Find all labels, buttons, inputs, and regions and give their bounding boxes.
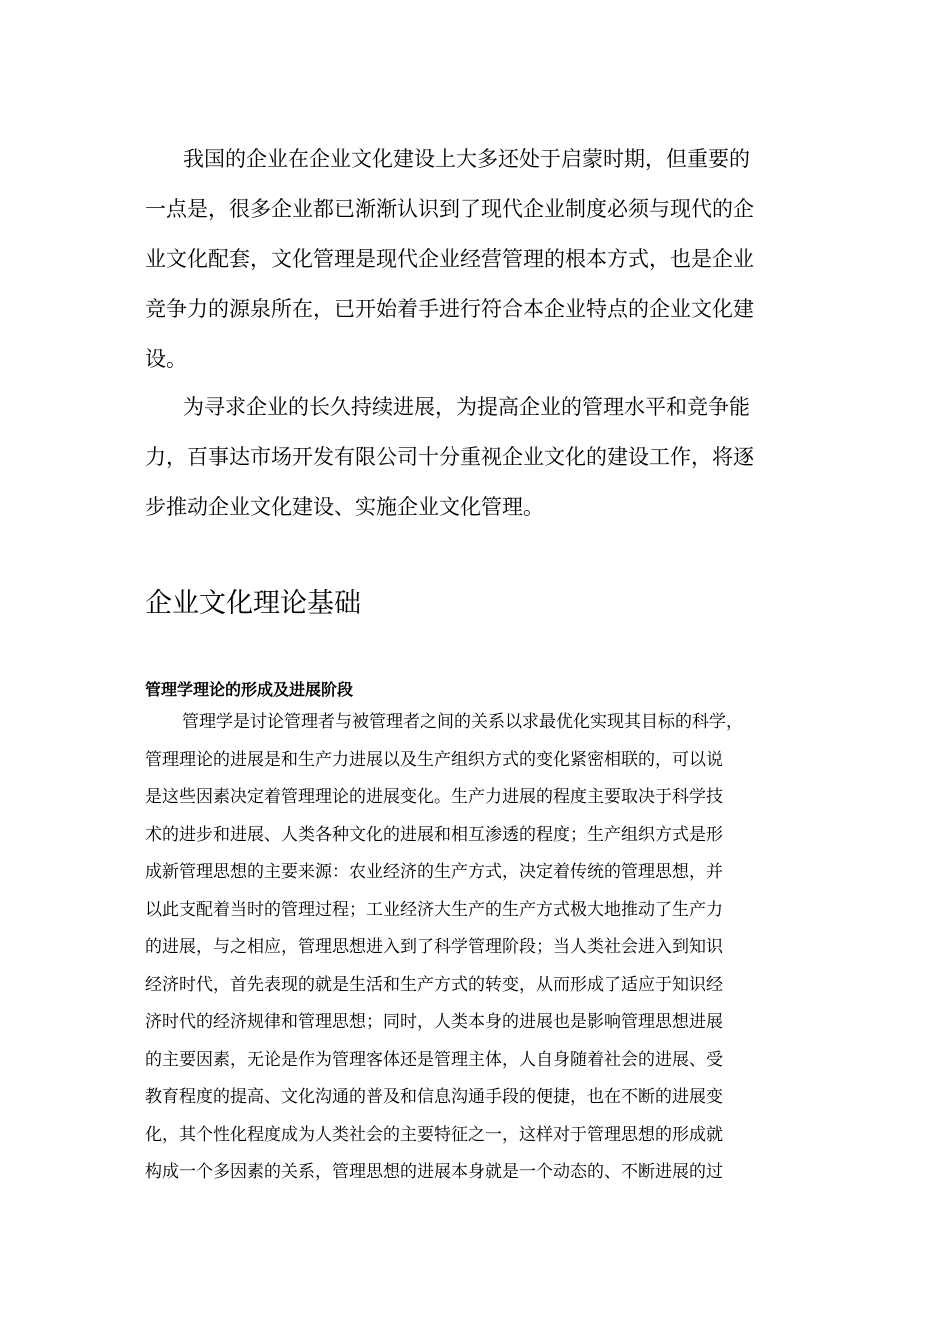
subsection-heading: 管理学理论的形成及进展阶段 <box>145 680 354 699</box>
paragraph-line: 步推动企业文化建设、实施企业文化管理。 <box>145 495 544 519</box>
paragraph-line: 术的进步和进展、人类各种文化的进展和相互渗透的程度；生产组织方式是形 <box>145 824 723 845</box>
intro-paragraph-2 <box>145 382 813 532</box>
paragraph-line: 的进展，与之相应，管理思想进入到了科学管理阶段；当人类社会进入到知识 <box>145 937 723 957</box>
intro-paragraph-1 <box>145 134 813 384</box>
paragraph-line: 为寻求企业的长久持续进展，为提高企业的管理水平和竞争能 <box>183 395 750 419</box>
paragraph-line: 管理理论的进展是和生产力进展以及生产组织方式的变化紧密相联的，可以说 <box>145 749 723 770</box>
paragraph-line: 化，其个性化程度成为人类社会的主要特征之一，这样对于管理思想的形成就 <box>145 1124 723 1145</box>
paragraph-line: 是这些因素决定着管理理论的进展变化。生产力进展的程度主要取决于科学技 <box>145 787 723 807</box>
paragraph-line: 成新管理思想的主要来源：农业经济的生产方式，决定着传统的管理思想，并 <box>145 862 723 882</box>
paragraph-line: 济时代的经济规律和管理思想；同时，人类本身的进展也是影响管理思想进展 <box>145 1012 723 1032</box>
paragraph-line: 力，百事达市场开发有限公司十分重视企业文化的建设工作，将逐 <box>145 445 754 469</box>
paragraph-line: 竞争力的源泉所在，已开始着手进行符合本企业特点的企业文化建 <box>145 297 754 321</box>
body-paragraph <box>145 704 813 1192</box>
paragraph-line: 教育程度的提高、文化沟通的普及和信息沟通手段的便捷，也在不断的进展变 <box>145 1087 723 1107</box>
paragraph-line: 的主要因素，无论是作为管理客体还是管理主体，人自身随着社会的进展、受 <box>145 1049 723 1070</box>
paragraph-line: 经济时代，首先表现的就是生活和生产方式的转变，从而形成了适应于知识经 <box>145 974 723 995</box>
paragraph-line: 构成一个多因素的关系，管理思想的进展本身就是一个动态的、不断进展的过 <box>145 1162 723 1182</box>
paragraph-line: 以此支配着当时的管理过程；工业经济大生产的生产方式极大地推动了生产力 <box>145 899 723 920</box>
paragraph-line: 管理学是讨论管理者与被管理者之间的关系以求最优化实现其目标的科学， <box>182 712 743 732</box>
paragraph-line: 业文化配套，文化管理是现代企业经营管理的根本方式，也是企业 <box>145 247 754 271</box>
paragraph-line: 设。 <box>145 347 187 371</box>
section-heading: 企业文化理论基础 <box>145 588 361 619</box>
paragraph-line: 一点是，很多企业都已渐渐认识到了现代企业制度必须与现代的企 <box>145 197 754 221</box>
paragraph-line: 我国的企业在企业文化建设上大多还处于启蒙时期，但重要的 <box>183 147 750 171</box>
